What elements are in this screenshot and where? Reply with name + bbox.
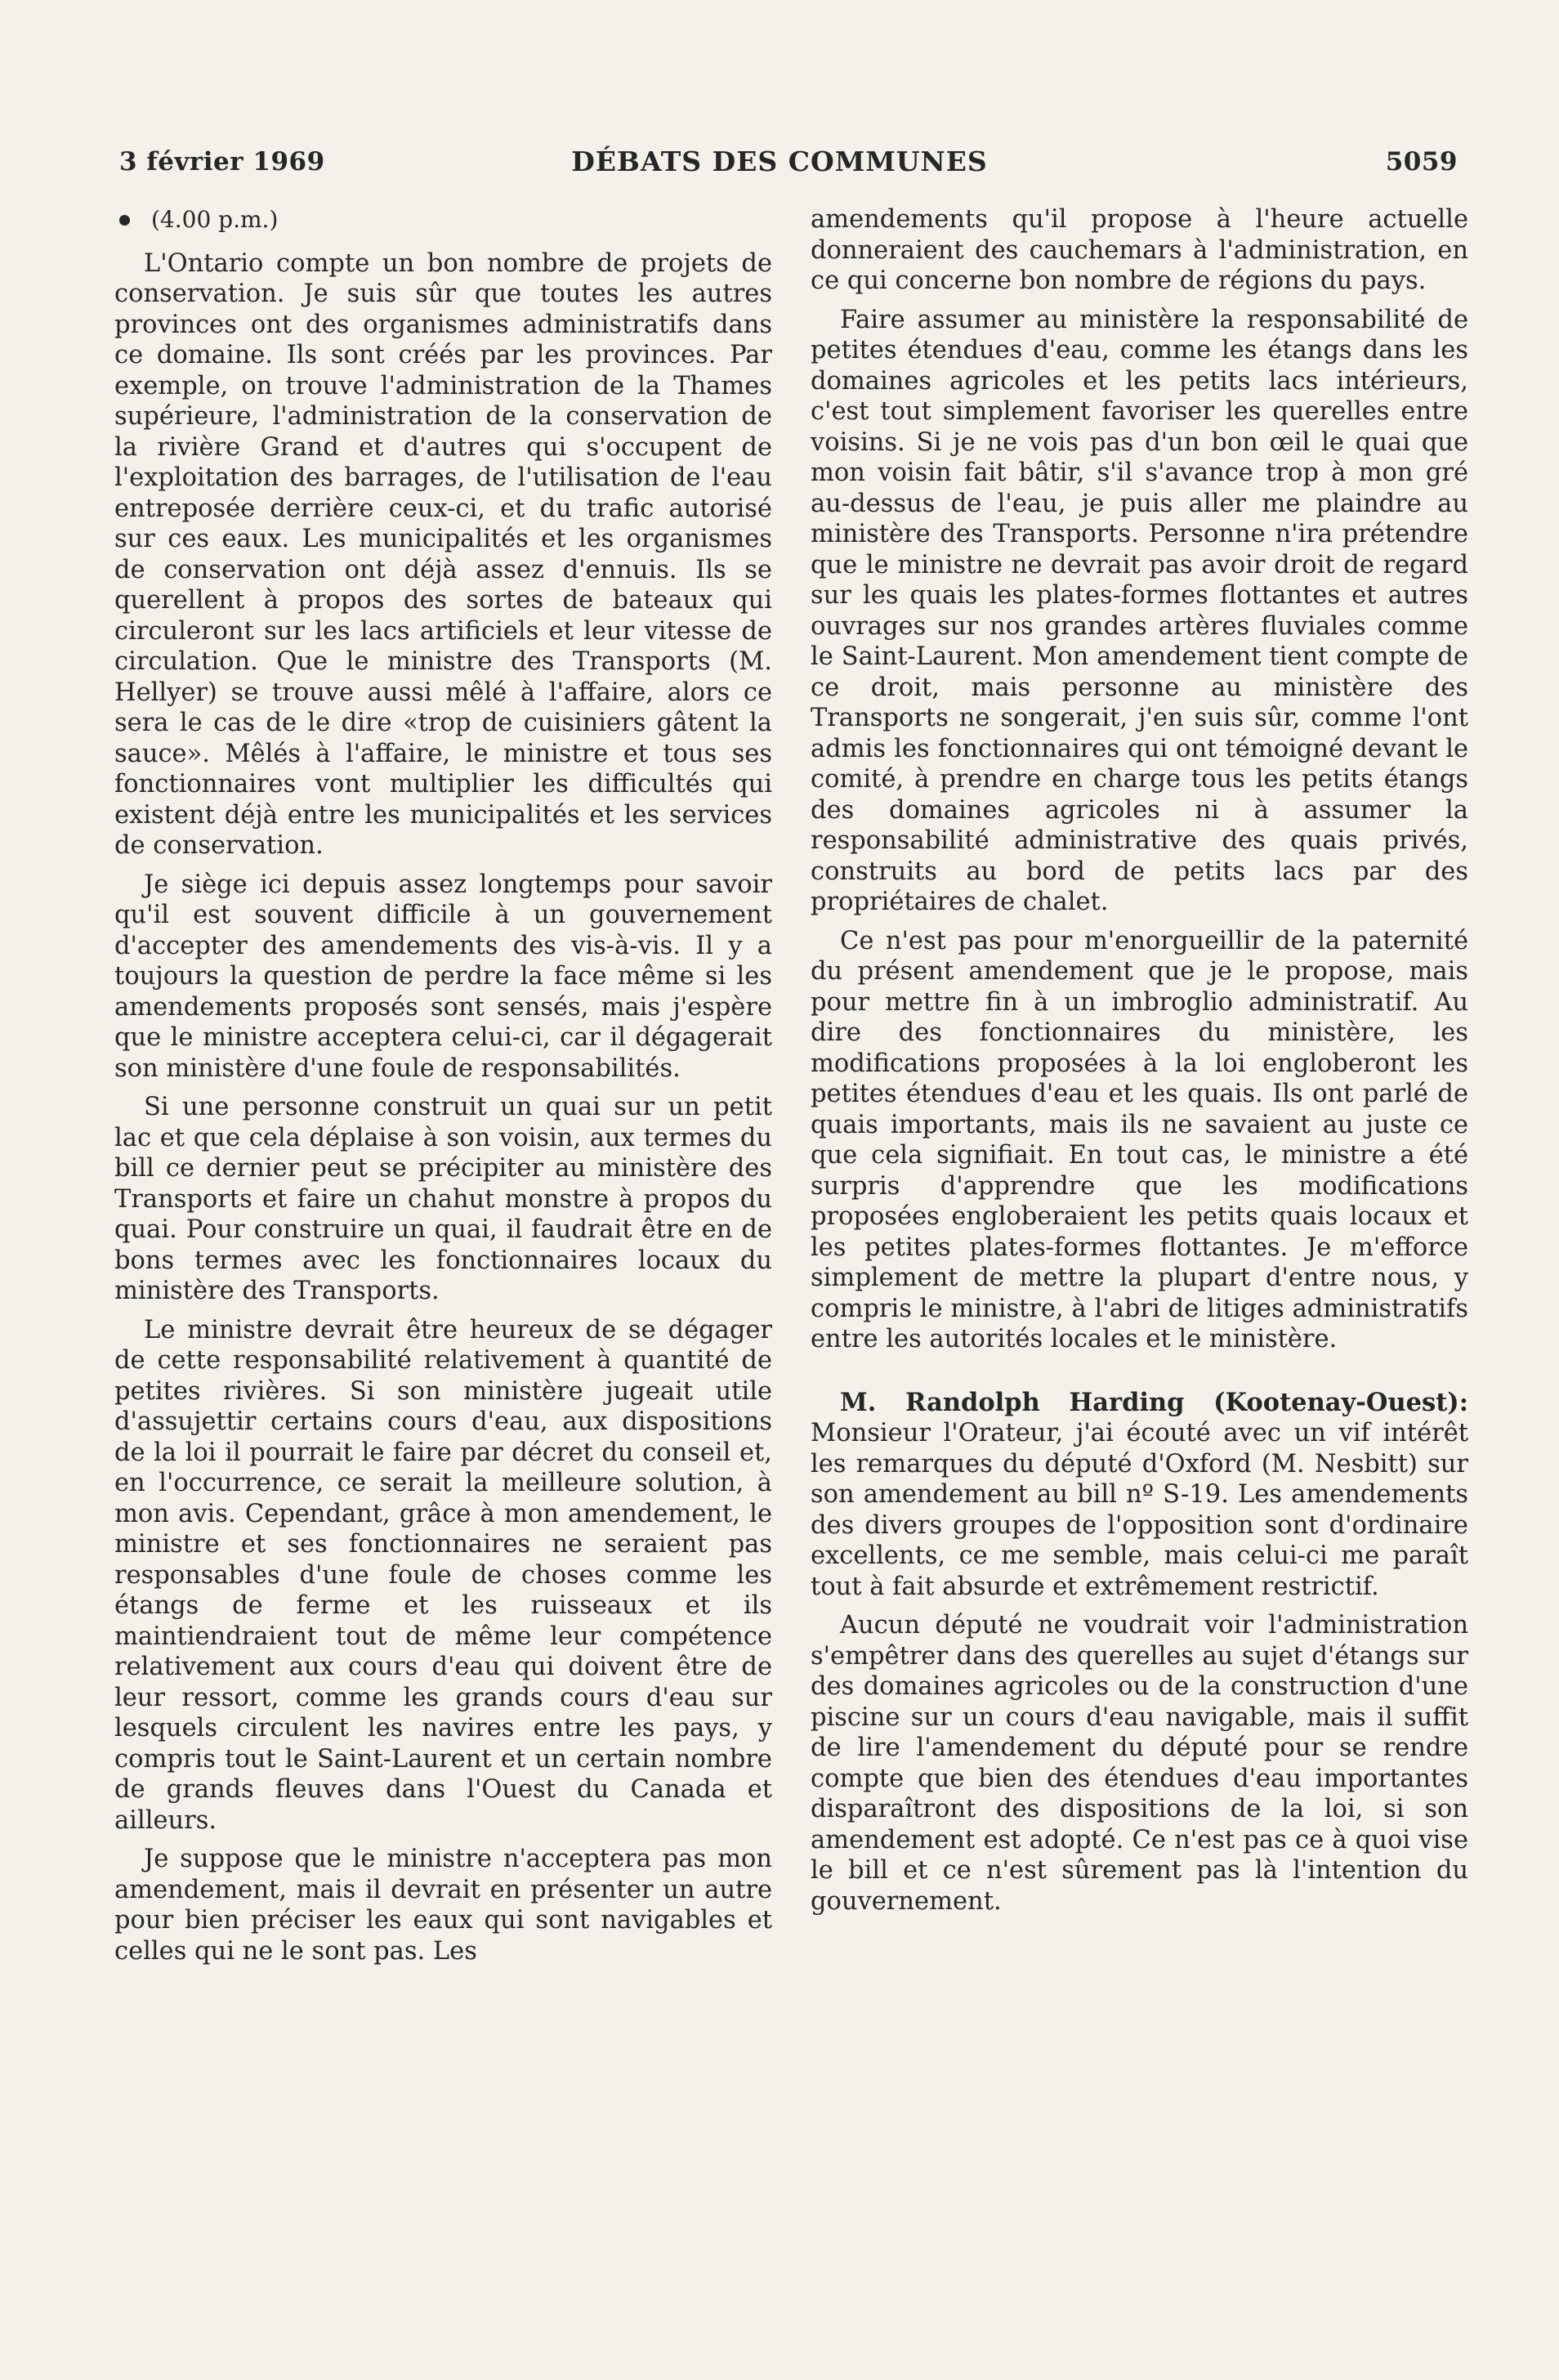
paragraph: Ce n'est pas pour m'enorgueillir de la paternité du présent amendement que je le propose, mais pour mettre fin à un imbroglio administratif. Au dire des fonctionnaires du ministère, les modifications proposées à la loi engloberont les petites étendues d'eau et les quais. Ils ont parlé de quais importants, mais ils ne savaient au juste ce que cela signifiait. En tout cas, le ministre a été surpris d'apprendre que les modifications proposées engloberaient les petits quais locaux et les petites plates-formes flottantes. Je m'efforce simplement de mettre la plupart d'entre nous, y compris le ministre, à l'abri de litiges administratifs entre les autorités locales et le ministère. [811, 926, 1468, 1353]
paragraph: Aucun député ne voudrait voir l'administration s'empêtrer dans des querelles au sujet d'étangs sur des domaines agricoles ou de la construction d'une piscine sur un cours d'eau navigable, mais il suffit de lire l'amendement du député pour se rendre compte que bien des étendues d'eau importantes disparaîtront des dispositions de la loi, si son amendement est adopté. Ce n'est pas ce à quoi vise le bill et ce n'est sûrement pas là l'intention du gouvernement. [811, 1611, 1468, 1916]
speech-text: Monsieur l'Orateur, j'ai écouté avec un vif intérêt les remarques du député d'Oxford (M. Nesbitt) sur son amendement au bill nº S-19. Les amendements des divers groupes de l'opposition sont d'ordinaire excellents, ce me semble, mais celui-ci me paraît tout à fait absurde et extrêmement restrictif. [811, 1419, 1468, 1601]
header-title: DÉBATS DES COMMUNES [571, 145, 988, 177]
time-stamp: (4.00 p.m.) [151, 206, 279, 233]
paragraph: Je siège ici depuis assez longtemps pour savoir qu'il est souvent difficile à un gouvernement d'accepter des amendements des vis-à-vis. Il y a toujours la question de perdre la face même si les amendements proposés sont sensés, mais j'espère que le ministre acceptera celui-ci, car il dégagerait son ministère d'une foule de responsabilités. [114, 870, 772, 1083]
speaker-name: M. Randolph Harding (Kootenay-Ouest): [840, 1387, 1468, 1417]
speech-paragraph [811, 1388, 1468, 1603]
header-page-number: 5059 [1385, 147, 1458, 177]
page-header [0, 145, 1559, 186]
time-stamp-line [114, 204, 772, 235]
paragraph: Si une personne construit un quai sur un petit lac et que cela déplaise à son voisin, aux termes du bill ce dernier peut se précipiter au ministère des Transports et faire un chahut monstre à propos du quai. Pour construire un quai, il faudrait être en de bons termes avec les fonctionnaires locaux du ministère des Transports. [114, 1093, 772, 1305]
right-column [811, 204, 1468, 1925]
paragraph: Le ministre devrait être heureux de se dégager de cette responsabilité relativement à quantité de petites rivières. Si son ministère jugeait utile d'assujettir certains cours d'eau, aux dispositions de la loi il pourrait le faire par décret du conseil et, en l'occurrence, ce serait la meilleure solution, à mon avis. Cependant, grâce à mon amendement, le ministre et ses fonctionnaires ne seraient pas responsables d'une foule de choses comme les étangs de ferme et les ruisseaux et ils maintiendraient tout de même leur compétence relativement aux cours d'eau qui doivent être de leur ressort, comme les grands cours d'eau sur lesquels circulent les navires entre les pays, y compris tout le Saint-Laurent et un certain nombre de grands fleuves dans l'Ouest du Canada et ailleurs. [114, 1315, 772, 1835]
header-date: 3 février 1969 [119, 147, 325, 177]
paragraph: amendements qu'il propose à l'heure actuelle donneraient des cauchemars à l'administration, en ce qui concerne bon nombre de régions du pays. [811, 205, 1468, 295]
bullet-icon [119, 215, 130, 226]
paragraph: L'Ontario compte un bon nombre de projets de conservation. Je suis sûr que toutes les autres provinces ont des organismes administratifs dans ce domaine. Ils sont créés par les provinces. Par exemple, on trouve l'administration de la Thames supérieure, l'administration de la conservation de la rivière Grand et d'autres qui s'occupent de l'exploitation des barrages, de l'utilisation de l'eau entreposée derrière ceux-ci, et du trafic autorisé sur ces eaux. Les municipalités et les organismes de conservation ont déjà assez d'ennuis. Ils se querellent à propos des sortes de bateaux qui circuleront sur les lacs artificiels et leur vitesse de circulation. Que le ministre des Transports (M. Hellyer) se trouve aussi mêlé à l'affaire, alors ce sera le cas de le dire «trop de cuisiniers gâtent la sauce». Mêlés à l'affaire, le ministre et tous ses fonctionnaires vont multiplier les difficultés qui existent déjà entre les municipalités et les services de conservation. [114, 248, 772, 860]
paragraph: Je suppose que le ministre n'acceptera pas mon amendement, mais il devrait en présenter un autre pour bien préciser les eaux qui sont navigables et celles qui ne le sont pas. Les [114, 1845, 772, 1966]
section-spacer [811, 1363, 1468, 1388]
left-column [114, 204, 772, 1975]
paragraph: Faire assumer au ministère la responsabilité de petites étendues d'eau, comme les étangs dans les domaines agricoles et les petits lacs intérieurs, c'est tout simplement favoriser les querelles entre voisins. Si je ne vois pas d'un bon œil le quai que mon voisin fait bâtir, s'il s'avance trop à mon gré au-dessus de l'eau, je puis aller me plaindre au ministère des Transports. Personne n'ira prétendre que le ministre ne devrait pas avoir droit de regard sur les quais les plates-formes flottantes et autres ouvrages sur nos grandes artères fluviales comme le Saint-Laurent. Mon amendement tient compte de ce droit, mais personne au ministère des Transports ne songerait, j'en suis sûr, comme l'ont admis les fonctionnaires qui ont témoigné devant le comité, à prendre en charge tous les petits étangs des domaines agricoles ni à assumer la responsabilité administrative des quais privés, construits au bord de petits lacs par des propriétaires de chalet. [811, 305, 1468, 916]
